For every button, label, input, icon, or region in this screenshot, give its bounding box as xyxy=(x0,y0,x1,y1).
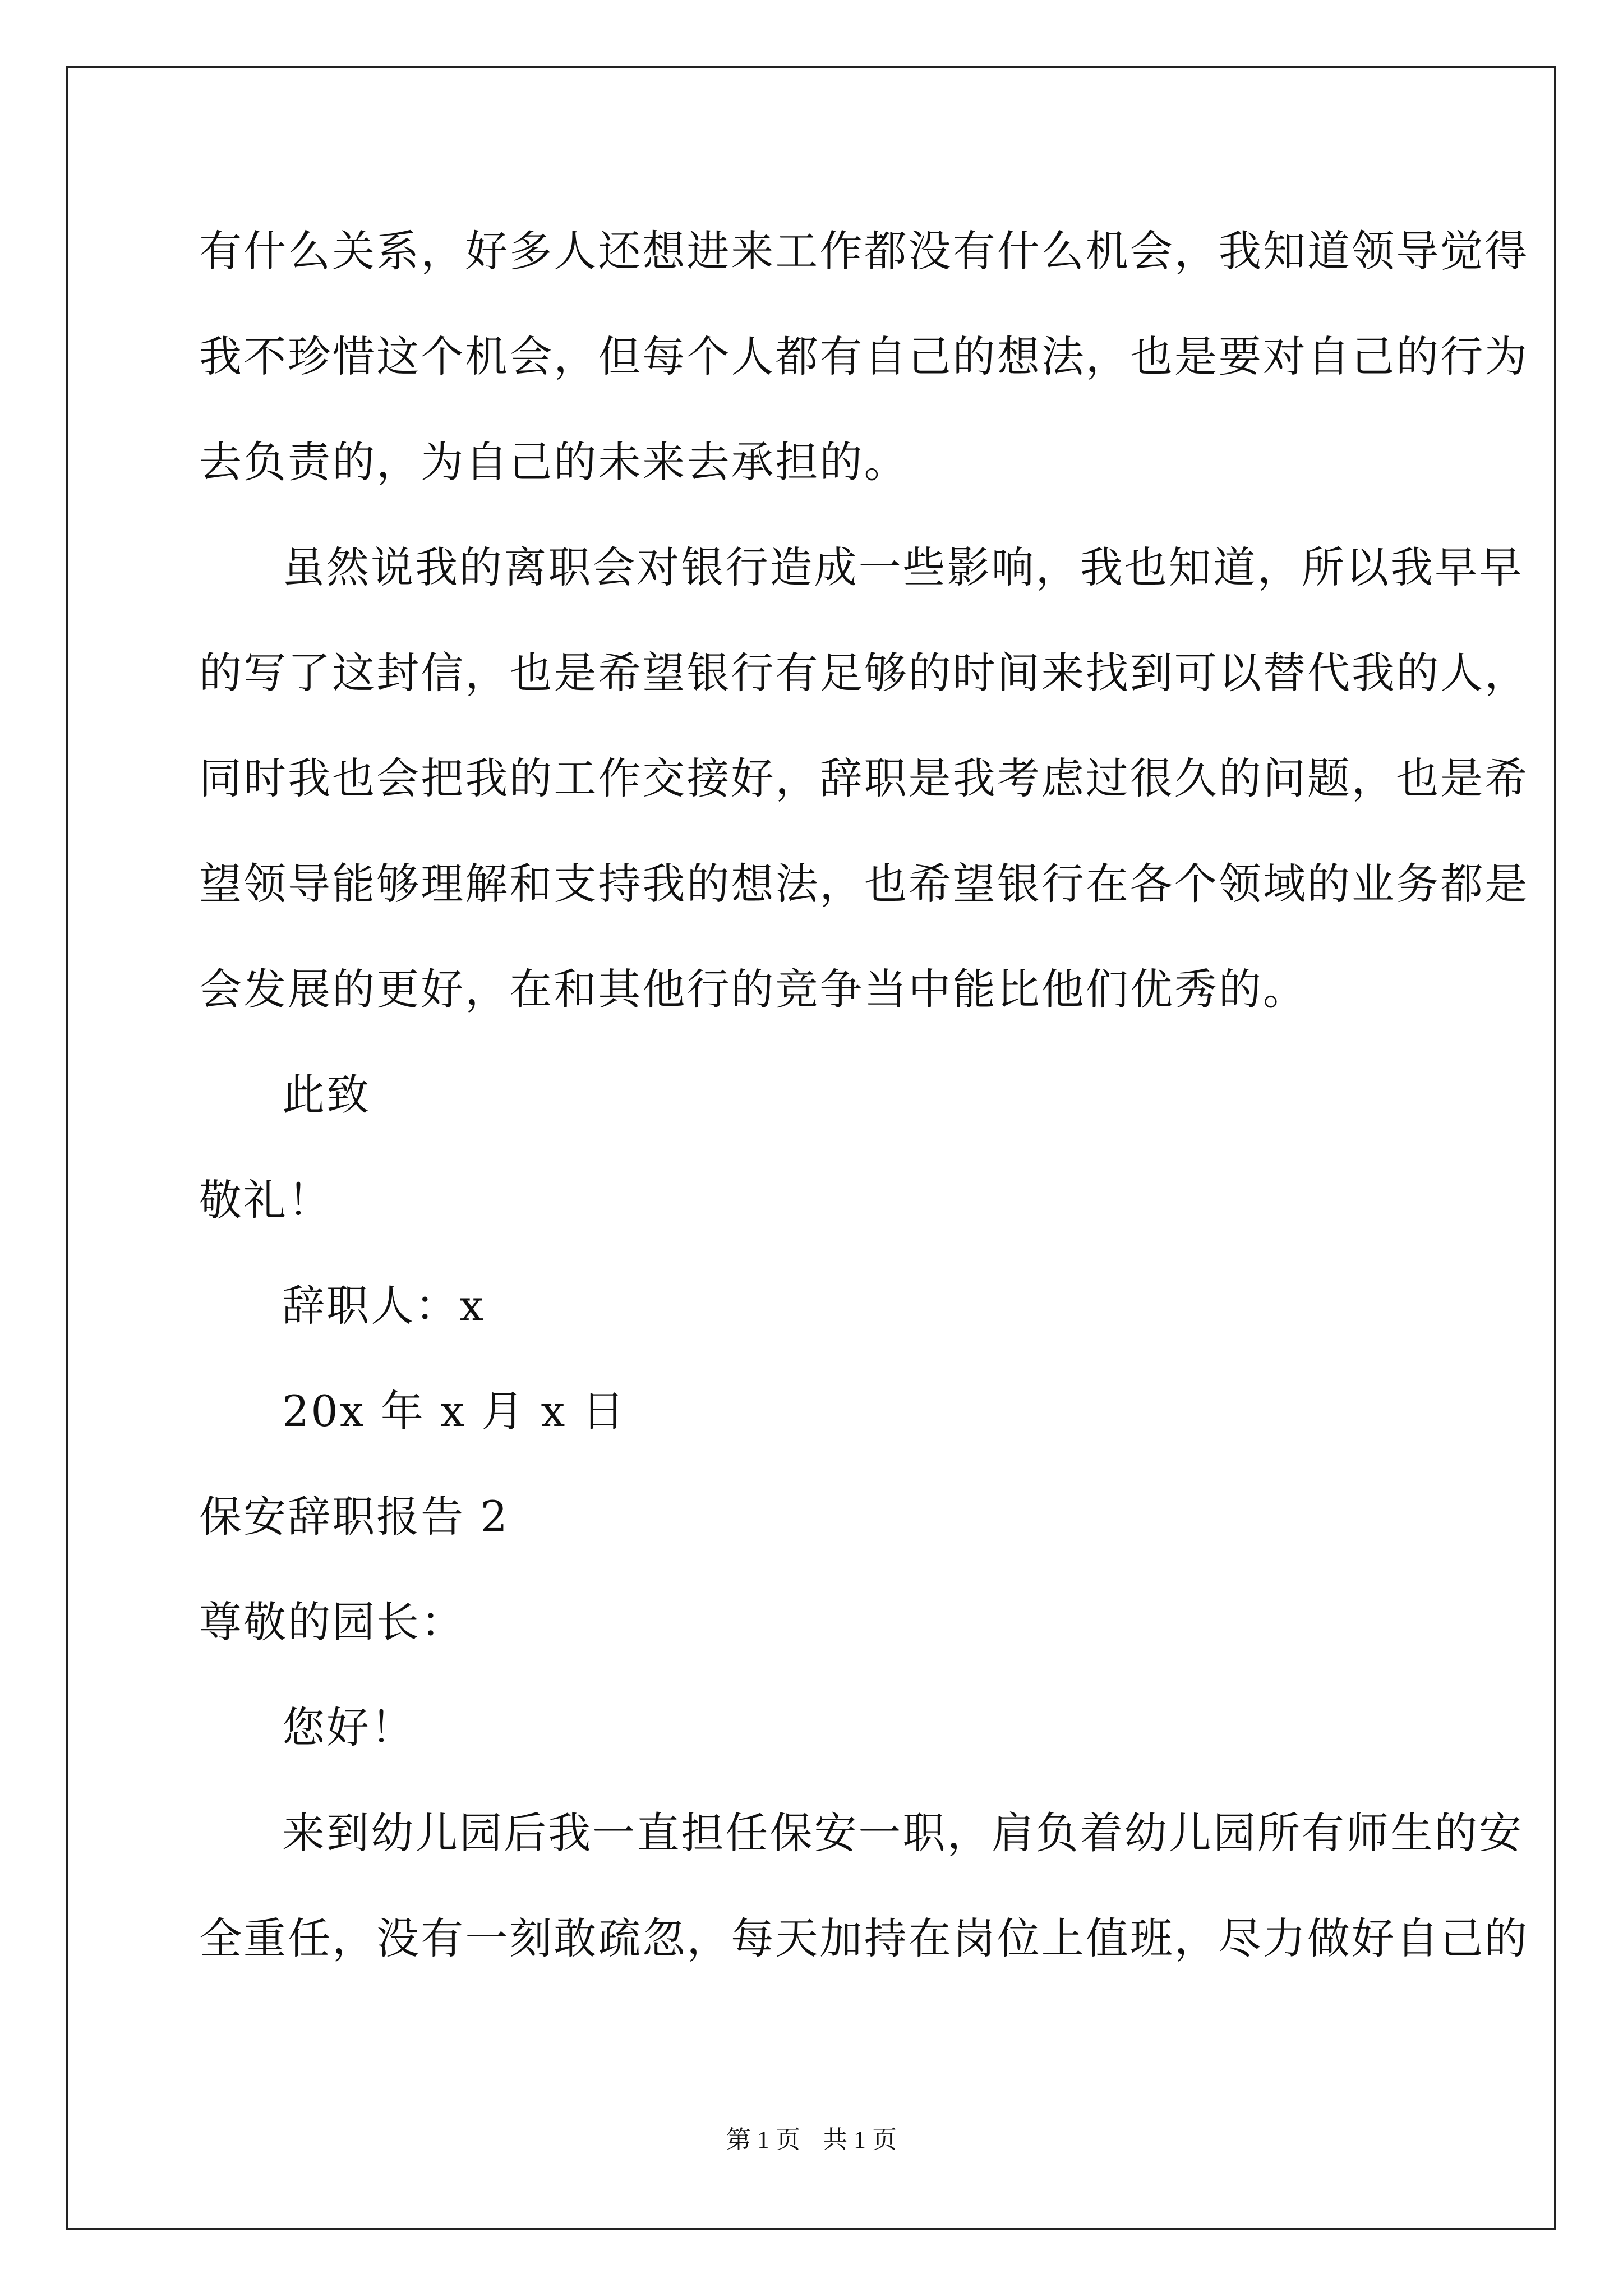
page-number: 第 1 页 xyxy=(726,2126,800,2154)
paragraph-start-line: 来到幼儿园后我一直担任保安一职，肩负着幼儿园所有师生的安 xyxy=(282,1808,1524,1858)
text-line: 全重任，没有一刻敢疏忽，每天加持在岗位上值班，尽力做好自己的 xyxy=(199,1913,1529,1963)
page-footer xyxy=(0,2119,1623,2155)
text-line: 望领导能够理解和支持我的想法，也希望银行在各个领域的业务都是 xyxy=(199,859,1529,909)
greeting-hello: 您好！ xyxy=(282,1703,416,1752)
text-line: 同时我也会把我的工作交接好，辞职是我考虑过很久的问题，也是希 xyxy=(199,753,1529,803)
page-border xyxy=(66,66,1556,2230)
text-line: 我不珍惜这个机会，但每个人都有自己的想法，也是要对自己的行为 xyxy=(199,332,1529,381)
date-line: 20x 年 x 月 x 日 xyxy=(282,1386,626,1436)
text-line: 会发展的更好，在和其他行的竞争当中能比他们优秀的。 xyxy=(199,964,1307,1014)
closing-salutation: 此致 xyxy=(282,1070,371,1120)
signatory: 辞职人：x xyxy=(282,1281,486,1331)
text-line: 有什么关系，好多人还想进来工作都没有什么机会，我知道领导觉得 xyxy=(199,226,1529,276)
paragraph-start-line: 虽然说我的离职会对银行造成一些影响，我也知道，所以我早早 xyxy=(282,542,1524,592)
greeting-recipient: 尊敬的园长： xyxy=(199,1597,465,1647)
page-total: 共 1 页 xyxy=(823,2126,897,2154)
text-line: 去负责的，为自己的未来去承担的。 xyxy=(199,437,909,487)
text-line: 的写了这封信，也是希望银行有足够的时间来找到可以替代我的人， xyxy=(199,648,1529,698)
closing-regards: 敬礼！ xyxy=(199,1175,333,1225)
section-heading: 保安辞职报告 2 xyxy=(199,1492,509,1542)
